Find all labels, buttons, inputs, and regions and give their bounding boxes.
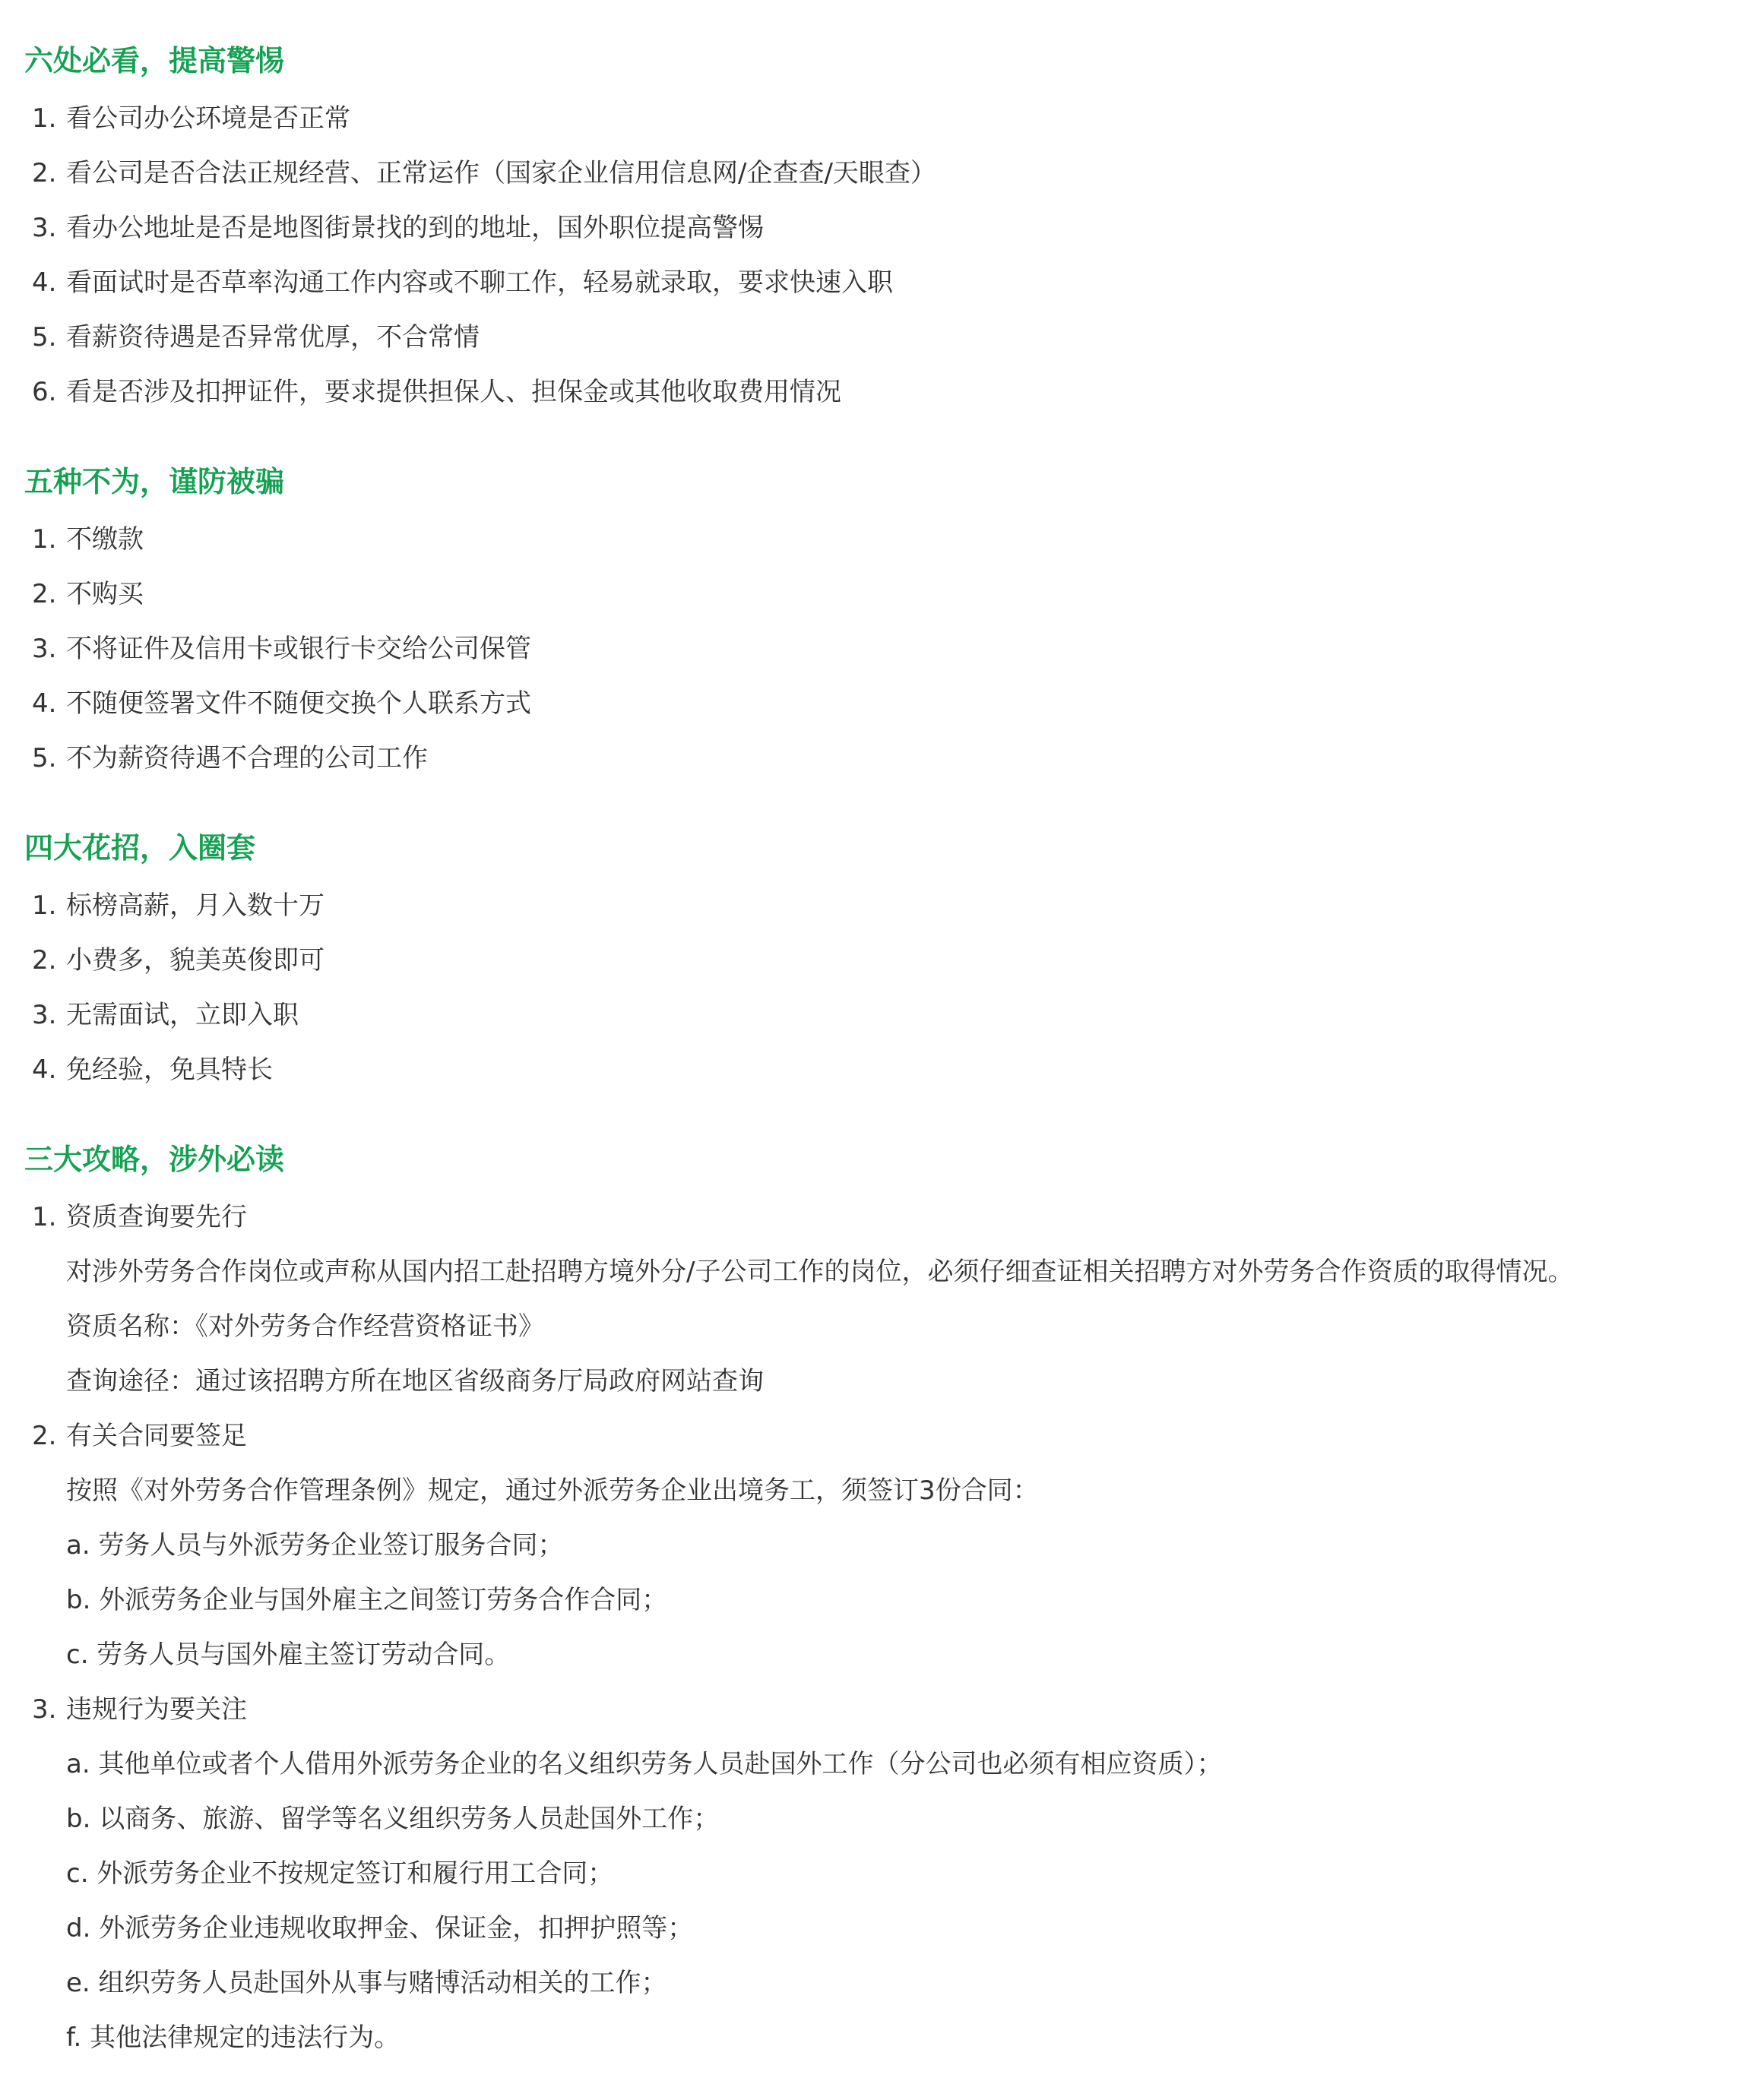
detail-line: 对涉外劳务合作岗位或声称从国内招工赴招聘方境外分/子公司工作的岗位，必须仔细查证相关招聘方对外劳务合作资质的取得情况。 xyxy=(66,1257,1574,1287)
detail-line: e. 组织劳务人员赴国外从事与赌博活动相关的工作； xyxy=(66,1968,667,1998)
item-number: 2. xyxy=(32,579,57,609)
list-item xyxy=(24,365,1727,419)
detail-line: 查询途径：通过该招聘方所在地区省级商务厅局政府网站查询 xyxy=(66,1366,764,1396)
list-item xyxy=(24,567,1727,621)
numbered-list xyxy=(24,1190,1727,2065)
list-item xyxy=(24,988,1727,1042)
section-five-donts xyxy=(24,454,1727,786)
list-item xyxy=(24,1190,1727,1409)
item-number: 5. xyxy=(32,743,57,773)
item-number: 3. xyxy=(32,634,57,664)
list-item xyxy=(24,731,1727,786)
list-item xyxy=(24,512,1727,567)
list-item xyxy=(24,676,1727,731)
detail-line: b. 以商务、旅游、留学等名义组织劳务人员赴国外工作； xyxy=(66,1804,720,1834)
item-text: 不将证件及信用卡或银行卡交给公司保管 xyxy=(66,634,531,664)
section-title: 五种不为，谨防被骗 xyxy=(24,465,285,498)
item-number: 1. xyxy=(32,103,57,134)
detail-line: c. 外派劳务企业不按规定签订和履行用工合同； xyxy=(66,1858,614,1889)
article xyxy=(24,33,1727,2100)
item-number: 1. xyxy=(32,890,57,921)
item-detail xyxy=(66,1737,1727,2065)
numbered-list xyxy=(24,512,1727,786)
item-number: 5. xyxy=(32,322,57,353)
detail-line: a. 劳务人员与外派劳务企业签订服务合同； xyxy=(66,1530,564,1561)
item-text: 免经验，免具特长 xyxy=(66,1055,273,1085)
item-text: 有关合同要签足 xyxy=(66,1421,247,1451)
list-item xyxy=(24,255,1727,310)
list-item xyxy=(24,878,1727,933)
item-detail xyxy=(66,1463,1727,1682)
list-item xyxy=(24,201,1727,255)
item-text: 看公司办公环境是否正常 xyxy=(66,103,350,134)
item-text: 不随便签署文件不随便交换个人联系方式 xyxy=(66,688,531,719)
detail-line: b. 外派劳务企业与国外雇主之间签订劳务合作合同； xyxy=(66,1585,668,1615)
item-text: 看是否涉及扣押证件，要求提供担保人、担保金或其他收取费用情况 xyxy=(66,377,841,407)
list-item xyxy=(24,1682,1727,2065)
list-item xyxy=(24,621,1727,676)
item-text: 标榜高薪，月入数十万 xyxy=(66,890,325,921)
item-number: 4. xyxy=(32,1055,57,1085)
item-text: 小费多，貌美英俊即可 xyxy=(66,945,325,976)
item-number: 4. xyxy=(32,267,57,298)
item-text: 看公司是否合法正规经营、正常运作（国家企业信用信息网/企查查/天眼查） xyxy=(66,158,936,188)
section-six-checks xyxy=(24,33,1727,419)
list-item xyxy=(24,146,1727,201)
detail-line: d. 外派劳务企业违规收取押金、保证金，扣押护照等； xyxy=(66,1913,694,1943)
section-three-strategies xyxy=(24,1132,1727,2065)
list-item xyxy=(24,933,1727,988)
item-detail xyxy=(66,1245,1727,1409)
item-text: 看办公地址是否是地图街景找的到的地址，国外职位提高警惕 xyxy=(66,213,764,243)
item-number: 2. xyxy=(32,158,57,188)
item-text: 无需面试，立即入职 xyxy=(66,1000,299,1030)
item-text: 不为薪资待遇不合理的公司工作 xyxy=(66,743,428,773)
item-text: 不缴款 xyxy=(66,524,144,555)
item-number: 2. xyxy=(32,1421,57,1451)
item-number: 6. xyxy=(32,377,57,407)
detail-line: a. 其他单位或者个人借用外派劳务企业的名义组织劳务人员赴国外工作（分公司也必须有相应资质）； xyxy=(66,1749,1223,1779)
item-number: 3. xyxy=(32,213,57,243)
item-text: 违规行为要关注 xyxy=(66,1694,247,1725)
section-title: 六处必看，提高警惕 xyxy=(24,44,285,77)
list-item xyxy=(24,310,1727,365)
section-title: 三大攻略，涉外必读 xyxy=(24,1143,285,1176)
item-text: 不购买 xyxy=(66,579,144,609)
item-number: 3. xyxy=(32,1694,57,1725)
numbered-list xyxy=(24,91,1727,419)
item-text: 资质查询要先行 xyxy=(66,1202,247,1232)
item-number: 4. xyxy=(32,688,57,719)
detail-line: c. 劳务人员与国外雇主签订劳动合同。 xyxy=(66,1640,511,1670)
detail-line: 按照《对外劳务合作管理条例》规定，通过外派劳务企业出境务工，须签订3份合同： xyxy=(66,1475,1039,1506)
item-text: 看薪资待遇是否异常优厚，不合常情 xyxy=(66,322,480,353)
item-text: 看面试时是否草率沟通工作内容或不聊工作，轻易就录取，要求快速入职 xyxy=(66,267,893,298)
list-item xyxy=(24,91,1727,146)
section-four-tricks xyxy=(24,821,1727,1097)
list-item xyxy=(24,1409,1727,1682)
item-number: 1. xyxy=(32,1202,57,1232)
detail-line: f. 其他法律规定的违法行为。 xyxy=(66,2023,401,2053)
numbered-list xyxy=(24,878,1727,1097)
item-number: 1. xyxy=(32,524,57,555)
list-item xyxy=(24,1042,1727,1097)
item-number: 2. xyxy=(32,945,57,976)
section-title: 四大花招，入圈套 xyxy=(24,831,256,865)
item-number: 3. xyxy=(32,1000,57,1030)
detail-line: 资质名称：《对外劳务合作经营资格证书》 xyxy=(66,1311,544,1342)
